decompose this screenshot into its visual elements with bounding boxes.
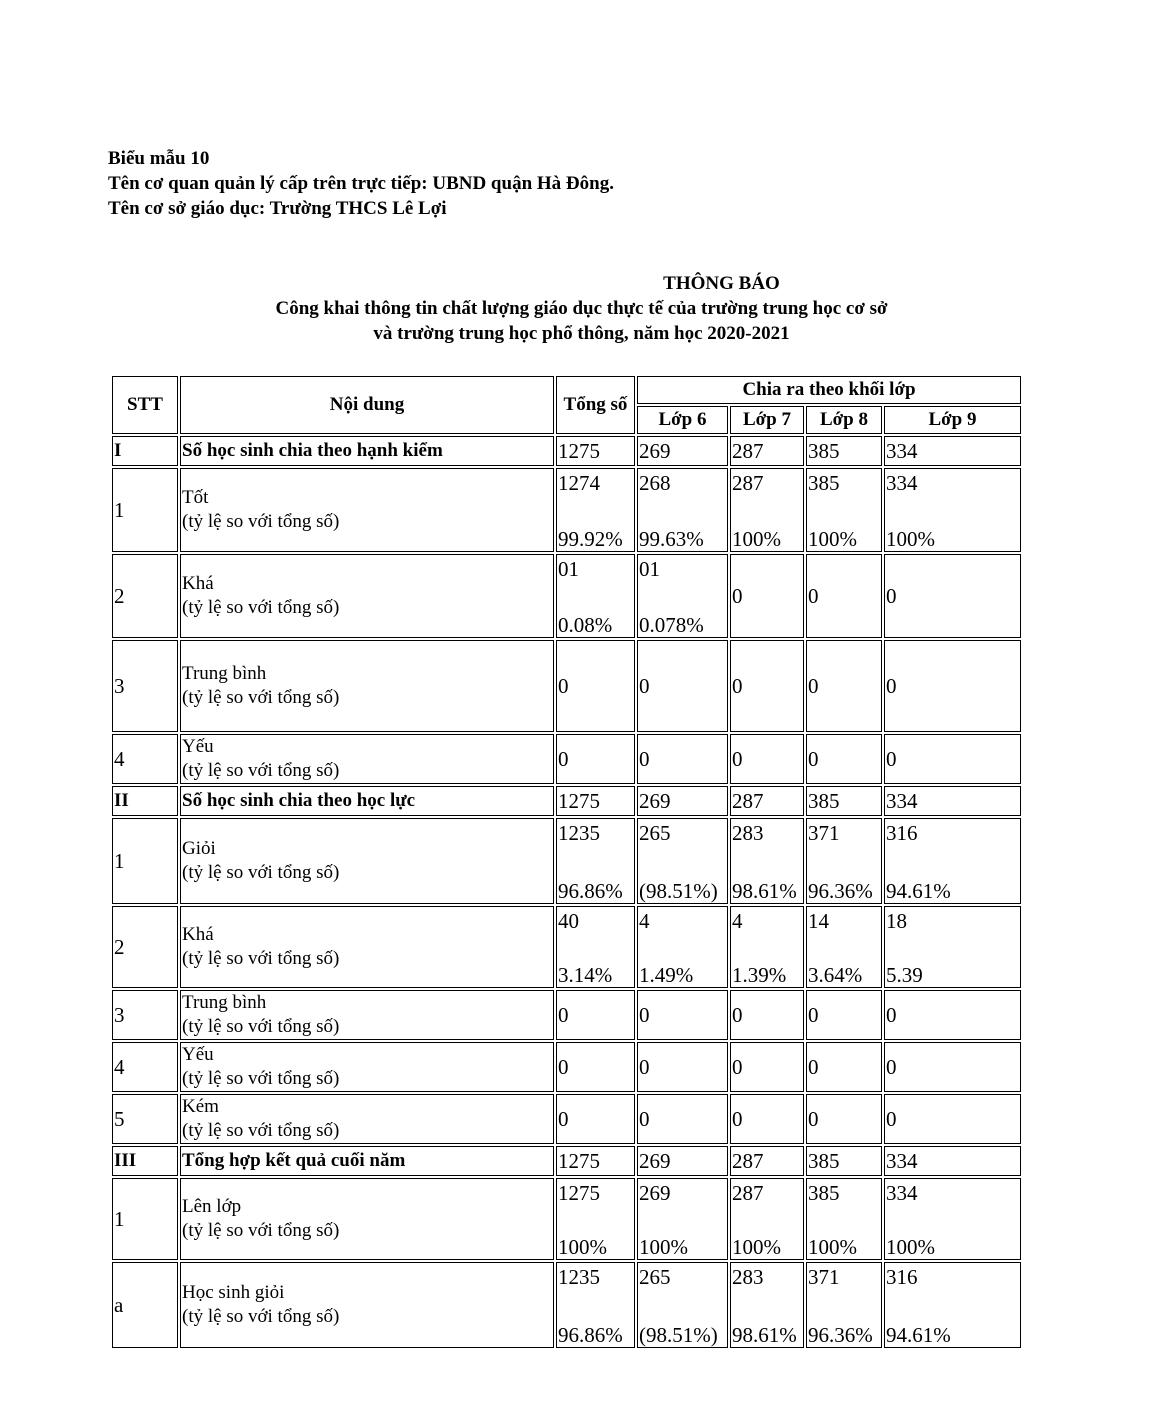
percent: (98.51%)	[639, 1323, 718, 1347]
percent: 100%	[639, 1235, 688, 1259]
header-lop8: Lớp 8	[806, 406, 882, 434]
row-label-text: Trung bình	[182, 992, 267, 1013]
cell: 334	[884, 786, 1021, 816]
cell	[806, 1262, 882, 1348]
ratio-label: (tỷ lệ so với tổng số)	[182, 948, 340, 969]
count: 01	[558, 557, 579, 581]
row-label-text: Học sinh giỏi	[182, 1282, 285, 1303]
ratio-label: (tỷ lệ so với tổng số)	[182, 1120, 340, 1141]
cell	[556, 906, 635, 988]
cell	[637, 468, 728, 552]
row-label-text: Yếu	[182, 1044, 214, 1065]
row-label-text: Khá	[182, 924, 214, 945]
table-row	[112, 990, 1021, 1040]
percent: 5.39	[886, 963, 923, 987]
ratio-label: (tỷ lệ so với tổng số)	[182, 862, 340, 883]
row-label	[180, 1262, 554, 1348]
row-stt: a	[112, 1262, 178, 1348]
section-row	[112, 786, 1021, 816]
count: 18	[886, 909, 907, 933]
row-label-text: Kém	[182, 1096, 219, 1117]
cell: 269	[637, 1146, 728, 1176]
percent: 98.61%	[732, 1323, 797, 1347]
ratio-label: (tỷ lệ so với tổng số)	[182, 1306, 340, 1327]
cell: 269	[637, 786, 728, 816]
count: 40	[558, 909, 579, 933]
percent: (98.51%)	[639, 879, 718, 903]
cell	[884, 906, 1021, 988]
school-name: Tên cơ sở giáo dục: Trường THCS Lê Lợi	[108, 198, 447, 219]
cell	[730, 906, 804, 988]
cell	[806, 468, 882, 552]
cell: 0	[884, 1042, 1021, 1092]
percent: 96.36%	[808, 879, 873, 903]
cell: 287	[730, 436, 804, 466]
percent: 94.61%	[886, 1323, 951, 1347]
table-row	[112, 640, 1021, 732]
ratio-label: (tỷ lệ so với tổng số)	[182, 511, 340, 532]
cell	[637, 554, 728, 638]
percent: 100%	[808, 527, 857, 551]
row-label	[180, 1094, 554, 1144]
header-tongso: Tổng số	[556, 376, 635, 434]
table-row	[112, 554, 1021, 638]
count: 385	[808, 471, 840, 495]
table-row	[112, 734, 1021, 784]
table-row	[112, 1262, 1021, 1348]
count: 385	[808, 1181, 840, 1205]
count: 283	[732, 1265, 764, 1289]
cell	[730, 468, 804, 552]
notice-subtitle-2: và trường trung học phổ thông, năm học 2020-2021	[373, 323, 790, 344]
row-stt: 1	[112, 818, 178, 904]
count: 1274	[558, 471, 600, 495]
cell	[637, 1178, 728, 1260]
ratio-label: (tỷ lệ so với tổng số)	[182, 687, 340, 708]
row-stt: 2	[112, 906, 178, 988]
percent: 1.39%	[732, 963, 787, 987]
cell	[884, 1262, 1021, 1348]
section-stt: I	[112, 436, 178, 466]
percent: 96.86%	[558, 1323, 623, 1347]
row-label-text: Lên lớp	[182, 1196, 242, 1217]
header-lop7: Lớp 7	[730, 406, 804, 434]
cell: 287	[730, 786, 804, 816]
notice-subtitle-1: Công khai thông tin chất lượng giáo dục thực tế của trường trung học cơ sở	[275, 298, 888, 319]
header-lop9: Lớp 9	[884, 406, 1021, 434]
cell: 0	[730, 1094, 804, 1144]
cell	[806, 1178, 882, 1260]
percent: 100%	[886, 1235, 935, 1259]
percent: 100%	[886, 527, 935, 551]
percent: 98.61%	[732, 879, 797, 903]
table-row	[112, 1094, 1021, 1144]
count: 283	[732, 821, 764, 845]
education-quality-table	[110, 374, 1023, 1350]
cell: 0	[806, 734, 882, 784]
row-label	[180, 640, 554, 732]
count: 265	[639, 1265, 671, 1289]
header-chiara: Chia ra theo khối lớp	[637, 376, 1021, 404]
form-header	[108, 146, 614, 221]
row-label-text: Khá	[182, 573, 214, 594]
table-row	[112, 906, 1021, 988]
count: 287	[732, 1181, 764, 1205]
cell: 0	[730, 640, 804, 732]
form-number: Biểu mẫu 10	[108, 148, 210, 169]
cell: 1275	[556, 1146, 635, 1176]
row-label	[180, 818, 554, 904]
row-stt: 3	[112, 640, 178, 732]
table-row	[112, 468, 1021, 552]
section-stt: II	[112, 786, 178, 816]
cell: 0	[556, 990, 635, 1040]
cell: 0	[884, 554, 1021, 638]
table-row	[112, 1178, 1021, 1260]
cell: 0	[806, 554, 882, 638]
cell: 0	[556, 734, 635, 784]
cell: 0	[884, 734, 1021, 784]
row-label	[180, 1042, 554, 1092]
cell	[637, 818, 728, 904]
cell: 0	[730, 554, 804, 638]
section-title: Tổng hợp kết quả cuối năm	[180, 1146, 554, 1176]
row-stt: 1	[112, 1178, 178, 1260]
cell	[556, 554, 635, 638]
ratio-label: (tỷ lệ so với tổng số)	[182, 1220, 340, 1241]
row-stt: 4	[112, 734, 178, 784]
count: 1235	[558, 1265, 600, 1289]
cell: 1275	[556, 436, 635, 466]
percent: 99.92%	[558, 527, 623, 551]
header-stt: STT	[112, 376, 178, 434]
cell: 0	[884, 1094, 1021, 1144]
percent: 0.08%	[558, 613, 613, 637]
count: 1235	[558, 821, 600, 845]
cell	[884, 1178, 1021, 1260]
row-label-text: Giỏi	[182, 838, 216, 859]
count: 371	[808, 1265, 840, 1289]
percent: 96.86%	[558, 879, 623, 903]
header-noidung: Nội dung	[180, 376, 554, 434]
cell: 287	[730, 1146, 804, 1176]
notice-heading	[0, 271, 1163, 346]
cell: 0	[806, 1094, 882, 1144]
row-label-text: Yếu	[182, 736, 214, 757]
row-label	[180, 734, 554, 784]
ratio-label: (tỷ lệ so với tổng số)	[182, 597, 340, 618]
count: 4	[639, 909, 650, 933]
row-label	[180, 990, 554, 1040]
percent: 1.49%	[639, 963, 694, 987]
cell: 0	[884, 640, 1021, 732]
ratio-label: (tỷ lệ so với tổng số)	[182, 760, 340, 781]
cell: 334	[884, 1146, 1021, 1176]
cell: 0	[806, 640, 882, 732]
row-label	[180, 1178, 554, 1260]
cell: 0	[637, 990, 728, 1040]
cell	[806, 818, 882, 904]
cell	[884, 818, 1021, 904]
notice-title: THÔNG BÁO	[663, 273, 780, 294]
percent: 96.36%	[808, 1323, 873, 1347]
count: 316	[886, 1265, 918, 1289]
section-stt: III	[112, 1146, 178, 1176]
row-label	[180, 554, 554, 638]
count: 265	[639, 821, 671, 845]
ratio-label: (tỷ lệ so với tổng số)	[182, 1016, 340, 1037]
cell	[806, 906, 882, 988]
cell	[556, 1178, 635, 1260]
cell: 0	[806, 1042, 882, 1092]
count: 371	[808, 821, 840, 845]
cell	[556, 818, 635, 904]
count: 1275	[558, 1181, 600, 1205]
cell	[730, 1178, 804, 1260]
percent: 3.14%	[558, 963, 613, 987]
count: 4	[732, 909, 743, 933]
cell: 0	[637, 1042, 728, 1092]
count: 334	[886, 1181, 918, 1205]
cell: 385	[806, 1146, 882, 1176]
row-label-text: Tốt	[182, 487, 209, 508]
count: 01	[639, 557, 660, 581]
header-lop6: Lớp 6	[637, 406, 728, 434]
percent: 100%	[732, 1235, 781, 1259]
count: 268	[639, 471, 671, 495]
section-row	[112, 436, 1021, 466]
count: 269	[639, 1181, 671, 1205]
cell: 0	[556, 1042, 635, 1092]
row-stt: 4	[112, 1042, 178, 1092]
cell: 0	[730, 734, 804, 784]
row-label	[180, 468, 554, 552]
percent: 94.61%	[886, 879, 951, 903]
row-stt: 1	[112, 468, 178, 552]
percent: 99.63%	[639, 527, 704, 551]
cell: 0	[730, 1042, 804, 1092]
cell: 269	[637, 436, 728, 466]
row-stt: 5	[112, 1094, 178, 1144]
cell: 334	[884, 436, 1021, 466]
ratio-label: (tỷ lệ so với tổng số)	[182, 1068, 340, 1089]
section-row	[112, 1146, 1021, 1176]
cell: 0	[637, 640, 728, 732]
cell: 1275	[556, 786, 635, 816]
cell: 0	[806, 990, 882, 1040]
cell	[556, 1262, 635, 1348]
percent: 3.64%	[808, 963, 863, 987]
cell: 385	[806, 436, 882, 466]
row-stt: 3	[112, 990, 178, 1040]
cell: 0	[637, 1094, 728, 1144]
percent: 100%	[808, 1235, 857, 1259]
count: 14	[808, 909, 829, 933]
cell: 0	[730, 990, 804, 1040]
cell	[884, 468, 1021, 552]
row-label	[180, 906, 554, 988]
section-title: Số học sinh chia theo học lực	[180, 786, 554, 816]
cell	[637, 906, 728, 988]
count: 334	[886, 471, 918, 495]
section-title: Số học sinh chia theo hạnh kiểm	[180, 436, 554, 466]
page-bottom-margin	[0, 1388, 1163, 1417]
cell: 0	[884, 990, 1021, 1040]
count: 287	[732, 471, 764, 495]
cell	[637, 1262, 728, 1348]
count: 316	[886, 821, 918, 845]
cell	[556, 468, 635, 552]
table-row	[112, 1042, 1021, 1092]
percent: 100%	[732, 527, 781, 551]
cell	[730, 818, 804, 904]
cell: 0	[556, 1094, 635, 1144]
percent: 100%	[558, 1235, 607, 1259]
cell	[730, 1262, 804, 1348]
row-stt: 2	[112, 554, 178, 638]
cell: 0	[556, 640, 635, 732]
table-row	[112, 818, 1021, 904]
managing-agency: Tên cơ quan quản lý cấp trên trực tiếp: UBND quận Hà Đông.	[108, 173, 614, 194]
cell: 385	[806, 786, 882, 816]
percent: 0.078%	[639, 613, 704, 637]
cell: 0	[637, 734, 728, 784]
row-label-text: Trung bình	[182, 663, 267, 684]
